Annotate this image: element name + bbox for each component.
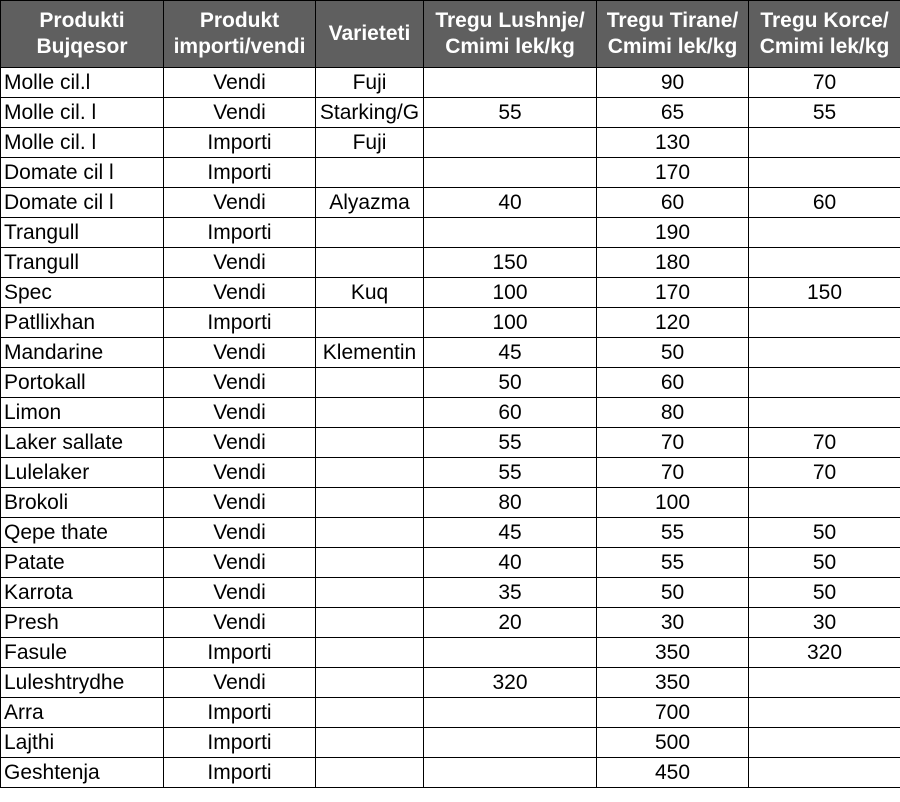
korce-price-cell: 50 (749, 548, 900, 578)
lushnje-price-cell: 100 (424, 278, 597, 308)
lushnje-price-cell (424, 698, 597, 728)
lushnje-price-cell: 55 (424, 98, 597, 128)
variety-cell (316, 428, 424, 458)
table-row (1, 638, 900, 668)
table-row (1, 488, 900, 518)
korce-price-cell (749, 698, 900, 728)
table-row (1, 248, 900, 278)
table-row (1, 608, 900, 638)
variety-cell (316, 308, 424, 338)
lushnje-price-cell (424, 68, 597, 98)
korce-price-cell (749, 488, 900, 518)
variety-cell (316, 248, 424, 278)
product-cell: Molle cil. l (1, 98, 164, 128)
origin-cell: Vendi (164, 668, 316, 698)
origin-cell: Importi (164, 638, 316, 668)
header-lushnje-price: Tregu Lushnje/ Cmimi lek/kg (424, 1, 597, 68)
product-cell: Molle cil. l (1, 128, 164, 158)
lushnje-price-cell: 55 (424, 458, 597, 488)
origin-cell: Vendi (164, 338, 316, 368)
origin-cell: Vendi (164, 578, 316, 608)
lushnje-price-cell (424, 128, 597, 158)
tirane-price-cell: 50 (597, 578, 749, 608)
korce-price-cell: 70 (749, 68, 900, 98)
table-row (1, 308, 900, 338)
product-cell: Arra (1, 698, 164, 728)
tirane-price-cell: 55 (597, 518, 749, 548)
origin-cell: Importi (164, 698, 316, 728)
korce-price-cell (749, 758, 900, 788)
variety-cell (316, 398, 424, 428)
header-variety: Varieteti (316, 1, 424, 68)
variety-cell (316, 518, 424, 548)
lushnje-price-cell: 35 (424, 578, 597, 608)
table-row (1, 758, 900, 788)
variety-cell: Starking/G (316, 98, 424, 128)
tirane-price-cell: 100 (597, 488, 749, 518)
origin-cell: Vendi (164, 188, 316, 218)
korce-price-cell (749, 248, 900, 278)
variety-cell (316, 638, 424, 668)
product-cell: Limon (1, 398, 164, 428)
variety-cell (316, 158, 424, 188)
table-row (1, 698, 900, 728)
lushnje-price-cell: 60 (424, 398, 597, 428)
korce-price-cell (749, 218, 900, 248)
korce-price-cell: 70 (749, 458, 900, 488)
origin-cell: Importi (164, 728, 316, 758)
table-row (1, 728, 900, 758)
lushnje-price-cell: 45 (424, 338, 597, 368)
table-row (1, 398, 900, 428)
korce-price-cell (749, 668, 900, 698)
product-cell: Fasule (1, 638, 164, 668)
table-row (1, 548, 900, 578)
table-row (1, 578, 900, 608)
table-row (1, 218, 900, 248)
tirane-price-cell: 80 (597, 398, 749, 428)
header-tirane-price: Tregu Tirane/ Cmimi lek/kg (597, 1, 749, 68)
table-row (1, 128, 900, 158)
korce-price-cell (749, 338, 900, 368)
table-row (1, 188, 900, 218)
lushnje-price-cell (424, 218, 597, 248)
table-row (1, 668, 900, 698)
variety-cell (316, 458, 424, 488)
tirane-price-cell: 350 (597, 668, 749, 698)
header-korce-price: Tregu Korce/ Cmimi lek/kg (749, 1, 900, 68)
origin-cell: Vendi (164, 608, 316, 638)
origin-cell: Vendi (164, 98, 316, 128)
korce-price-cell: 320 (749, 638, 900, 668)
origin-cell: Vendi (164, 458, 316, 488)
table-row (1, 368, 900, 398)
tirane-price-cell: 55 (597, 548, 749, 578)
origin-cell: Vendi (164, 548, 316, 578)
product-cell: Portokall (1, 368, 164, 398)
origin-cell: Importi (164, 128, 316, 158)
variety-cell (316, 698, 424, 728)
product-cell: Molle cil.l (1, 68, 164, 98)
product-cell: Mandarine (1, 338, 164, 368)
origin-cell: Vendi (164, 488, 316, 518)
table-row (1, 458, 900, 488)
origin-cell: Vendi (164, 518, 316, 548)
tirane-price-cell: 70 (597, 458, 749, 488)
korce-price-cell (749, 158, 900, 188)
product-cell: Geshtenja (1, 758, 164, 788)
origin-cell: Vendi (164, 278, 316, 308)
tirane-price-cell: 190 (597, 218, 749, 248)
variety-cell (316, 488, 424, 518)
tirane-price-cell: 50 (597, 338, 749, 368)
lushnje-price-cell: 50 (424, 368, 597, 398)
korce-price-cell (749, 728, 900, 758)
header-row (1, 1, 900, 68)
tirane-price-cell: 130 (597, 128, 749, 158)
origin-cell: Vendi (164, 248, 316, 278)
variety-cell: Alyazma (316, 188, 424, 218)
product-cell: Patllixhan (1, 308, 164, 338)
tirane-price-cell: 170 (597, 278, 749, 308)
korce-price-cell: 30 (749, 608, 900, 638)
table-row (1, 518, 900, 548)
variety-cell (316, 668, 424, 698)
lushnje-price-cell: 40 (424, 188, 597, 218)
variety-cell: Klementin (316, 338, 424, 368)
tirane-price-cell: 450 (597, 758, 749, 788)
product-cell: Patate (1, 548, 164, 578)
tirane-price-cell: 500 (597, 728, 749, 758)
lushnje-price-cell: 100 (424, 308, 597, 338)
variety-cell: Kuq (316, 278, 424, 308)
lushnje-price-cell: 45 (424, 518, 597, 548)
variety-cell (316, 728, 424, 758)
lushnje-price-cell (424, 758, 597, 788)
lushnje-price-cell (424, 638, 597, 668)
origin-cell: Importi (164, 158, 316, 188)
product-cell: Qepe thate (1, 518, 164, 548)
variety-cell (316, 218, 424, 248)
lushnje-price-cell (424, 728, 597, 758)
lushnje-price-cell: 20 (424, 608, 597, 638)
variety-cell (316, 368, 424, 398)
product-cell: Lajthi (1, 728, 164, 758)
lushnje-price-cell: 150 (424, 248, 597, 278)
tirane-price-cell: 30 (597, 608, 749, 638)
table-row (1, 158, 900, 188)
variety-cell (316, 548, 424, 578)
korce-price-cell (749, 368, 900, 398)
korce-price-cell: 60 (749, 188, 900, 218)
korce-price-cell: 55 (749, 98, 900, 128)
product-cell: Domate cil l (1, 158, 164, 188)
tirane-price-cell: 60 (597, 368, 749, 398)
variety-cell (316, 608, 424, 638)
origin-cell: Importi (164, 758, 316, 788)
tirane-price-cell: 350 (597, 638, 749, 668)
origin-cell: Vendi (164, 368, 316, 398)
korce-price-cell (749, 398, 900, 428)
origin-cell: Vendi (164, 398, 316, 428)
product-cell: Brokoli (1, 488, 164, 518)
product-cell: Trangull (1, 248, 164, 278)
header-origin: Produkt importi/vendi (164, 1, 316, 68)
tirane-price-cell: 700 (597, 698, 749, 728)
tirane-price-cell: 60 (597, 188, 749, 218)
header-product: Produkti Bujqesor (1, 1, 164, 68)
lushnje-price-cell: 80 (424, 488, 597, 518)
lushnje-price-cell (424, 158, 597, 188)
korce-price-cell: 150 (749, 278, 900, 308)
korce-price-cell (749, 308, 900, 338)
origin-cell: Vendi (164, 68, 316, 98)
tirane-price-cell: 170 (597, 158, 749, 188)
tirane-price-cell: 70 (597, 428, 749, 458)
table-row (1, 98, 900, 128)
variety-cell: Fuji (316, 128, 424, 158)
korce-price-cell: 50 (749, 518, 900, 548)
product-cell: Laker sallate (1, 428, 164, 458)
variety-cell (316, 758, 424, 788)
product-cell: Karrota (1, 578, 164, 608)
table-row (1, 338, 900, 368)
origin-cell: Importi (164, 308, 316, 338)
origin-cell: Importi (164, 218, 316, 248)
product-cell: Domate cil l (1, 188, 164, 218)
table-body (1, 68, 900, 788)
table-row (1, 278, 900, 308)
origin-cell: Vendi (164, 428, 316, 458)
variety-cell: Fuji (316, 68, 424, 98)
tirane-price-cell: 90 (597, 68, 749, 98)
product-cell: Presh (1, 608, 164, 638)
product-cell: Trangull (1, 218, 164, 248)
korce-price-cell: 50 (749, 578, 900, 608)
tirane-price-cell: 180 (597, 248, 749, 278)
tirane-price-cell: 120 (597, 308, 749, 338)
variety-cell (316, 578, 424, 608)
korce-price-cell (749, 128, 900, 158)
lushnje-price-cell: 40 (424, 548, 597, 578)
korce-price-cell: 70 (749, 428, 900, 458)
product-cell: Lulelaker (1, 458, 164, 488)
lushnje-price-cell: 320 (424, 668, 597, 698)
lushnje-price-cell: 55 (424, 428, 597, 458)
table-row (1, 428, 900, 458)
table-row (1, 68, 900, 98)
product-cell: Spec (1, 278, 164, 308)
product-cell: Luleshtrydhe (1, 668, 164, 698)
tirane-price-cell: 65 (597, 98, 749, 128)
